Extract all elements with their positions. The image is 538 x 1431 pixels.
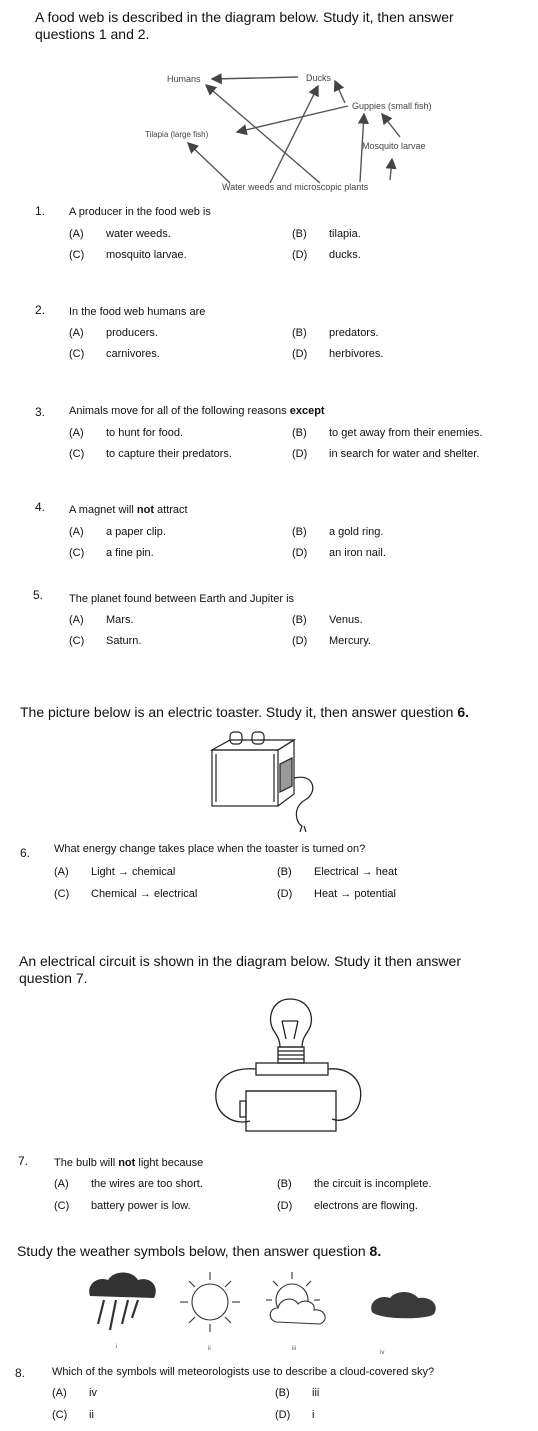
option-letter[interactable]: (A)	[69, 614, 84, 626]
question-emphasis: not	[136, 504, 154, 516]
question-text: The planet found between Earth and Jupiter is	[69, 593, 295, 605]
option-text[interactable]: the wires are too short.	[91, 1178, 203, 1190]
option-text[interactable]: Heat → potential	[314, 888, 396, 900]
option-letter[interactable]: (B)	[277, 866, 292, 878]
question-text: What energy change takes place when the toaster is turned on?	[54, 843, 366, 855]
sun-icon	[180, 1272, 240, 1332]
option-text[interactable]: to capture their predators.	[106, 448, 232, 460]
option-letter[interactable]: (D)	[292, 635, 308, 647]
food-web-guppies: Guppies (small fish)	[352, 101, 432, 111]
weather-label: i	[116, 1344, 118, 1350]
option-letter[interactable]: (B)	[292, 228, 307, 240]
option-text[interactable]: in search for water and shelter.	[329, 448, 480, 460]
food-web-mosquito: Mosquito larvae	[362, 141, 426, 151]
option-text[interactable]: ducks.	[329, 249, 361, 261]
question-number: 5.	[33, 588, 44, 602]
option-letter[interactable]: (C)	[69, 448, 85, 460]
option-text[interactable]: water weeds.	[106, 228, 171, 240]
weather-symbols	[80, 1268, 460, 1360]
option-text[interactable]: a gold ring.	[329, 526, 384, 538]
option-text[interactable]: ii	[89, 1409, 94, 1421]
option-letter[interactable]: (B)	[292, 327, 307, 339]
option-letter[interactable]: (A)	[54, 866, 69, 878]
question-number: 3.	[35, 405, 46, 419]
weather-label: ii	[208, 1346, 211, 1352]
option-text[interactable]: predators.	[329, 327, 379, 339]
option-text[interactable]: a paper clip.	[106, 526, 166, 538]
option-letter[interactable]: (B)	[275, 1387, 290, 1399]
option-text[interactable]: battery power is low.	[91, 1200, 191, 1212]
option-text[interactable]: herbivores.	[329, 348, 384, 360]
food-web-ducks: Ducks	[306, 73, 332, 83]
option-letter[interactable]: (D)	[277, 888, 293, 900]
option-letter[interactable]: (D)	[275, 1409, 291, 1421]
intro-circuit-line2: question 7.	[19, 970, 88, 986]
option-letter[interactable]: (A)	[52, 1387, 67, 1399]
question-number: 1.	[35, 204, 46, 218]
option-letter[interactable]: (A)	[69, 427, 84, 439]
question-number: 6.	[20, 846, 31, 860]
food-web-diagram	[0, 0, 538, 200]
option-letter[interactable]: (D)	[292, 547, 308, 559]
question-text: In the food web humans are	[69, 306, 206, 318]
intro-food-web-line1: A food web is described in the diagram below. Study it, then answer	[35, 9, 454, 25]
weather-label: iv	[380, 1350, 385, 1356]
option-letter[interactable]: (D)	[292, 249, 308, 261]
option-text[interactable]: electrons are flowing.	[314, 1200, 418, 1212]
option-text[interactable]: iii	[312, 1387, 320, 1399]
option-text[interactable]: Light → chemical	[91, 866, 176, 878]
question-number: 2.	[35, 303, 46, 317]
option-text[interactable]: Venus.	[329, 614, 363, 626]
question-text: Which of the symbols will meteorologists use to describe a cloud-covered sky?	[52, 1366, 435, 1378]
option-text[interactable]: carnivores.	[106, 348, 160, 360]
option-letter[interactable]: (D)	[292, 348, 308, 360]
option-letter[interactable]: (A)	[54, 1178, 69, 1190]
question-text: A producer in the food web is	[69, 206, 211, 218]
rain-cloud-icon	[89, 1273, 156, 1331]
option-letter[interactable]: (B)	[292, 614, 307, 626]
option-text[interactable]: a fine pin.	[106, 547, 154, 559]
food-web-tilapia: Tilapia (large fish)	[145, 130, 209, 139]
intro-toaster: The picture below is an electric toaster. Study it, then answer question 6.	[20, 704, 470, 720]
option-text[interactable]: the circuit is incomplete.	[314, 1178, 432, 1190]
option-text[interactable]: producers.	[106, 327, 158, 339]
option-letter[interactable]: (D)	[277, 1200, 293, 1212]
option-letter[interactable]: (D)	[292, 448, 308, 460]
food-web-humans: Humans	[167, 74, 201, 84]
option-letter[interactable]: (A)	[69, 526, 84, 538]
option-text[interactable]: Mars.	[106, 614, 134, 626]
toaster-image	[200, 728, 360, 833]
option-text[interactable]: an iron nail.	[329, 547, 386, 559]
question-emphasis: except	[289, 405, 325, 417]
option-text[interactable]: Electrical → heat	[314, 866, 398, 878]
option-text[interactable]: Mercury.	[329, 635, 371, 647]
question-text: Animals move for all of the following reasons except	[69, 405, 325, 417]
option-letter[interactable]: (A)	[69, 327, 84, 339]
food-web-plants: Water weeds and microscopic plants	[222, 182, 369, 192]
partly-cloudy-icon	[266, 1272, 325, 1324]
option-text[interactable]: to get away from their enemies.	[329, 427, 483, 439]
question-text: A magnet will not attract	[69, 504, 188, 516]
option-letter[interactable]: (C)	[54, 888, 70, 900]
option-letter[interactable]: (C)	[69, 635, 85, 647]
circuit-image	[210, 993, 370, 1145]
option-letter[interactable]: (C)	[52, 1409, 68, 1421]
intro-circuit-line1: An electrical circuit is shown in the diagram below. Study it then answer	[19, 953, 461, 969]
question-number: 7.	[18, 1154, 29, 1168]
weather-label: iii	[292, 1346, 296, 1352]
question-text: The bulb will not light because	[54, 1157, 204, 1169]
option-text[interactable]: Chemical → electrical	[91, 888, 198, 900]
option-text[interactable]: tilapia.	[329, 228, 361, 240]
intro-weather: Study the weather symbols below, then answer question 8.	[17, 1243, 382, 1259]
option-letter[interactable]: (A)	[69, 228, 84, 240]
option-text[interactable]: i	[312, 1409, 315, 1421]
question-number: 8.	[15, 1366, 26, 1380]
option-text[interactable]: iv	[89, 1387, 97, 1399]
intro-food-web-line2: questions 1 and 2.	[35, 26, 150, 42]
option-letter[interactable]: (C)	[69, 547, 85, 559]
question-emphasis: not	[118, 1157, 136, 1169]
option-text[interactable]: Saturn.	[106, 635, 142, 647]
option-letter[interactable]: (B)	[292, 526, 307, 538]
option-letter[interactable]: (C)	[69, 249, 85, 261]
dark-cloud-icon	[371, 1292, 436, 1318]
question-number: 4.	[35, 500, 46, 514]
option-letter[interactable]: (C)	[54, 1200, 70, 1212]
option-letter[interactable]: (C)	[69, 348, 85, 360]
option-letter[interactable]: (B)	[277, 1178, 292, 1190]
option-text[interactable]: to hunt for food.	[106, 427, 184, 439]
option-text[interactable]: mosquito larvae.	[106, 249, 187, 261]
option-letter[interactable]: (B)	[292, 427, 307, 439]
